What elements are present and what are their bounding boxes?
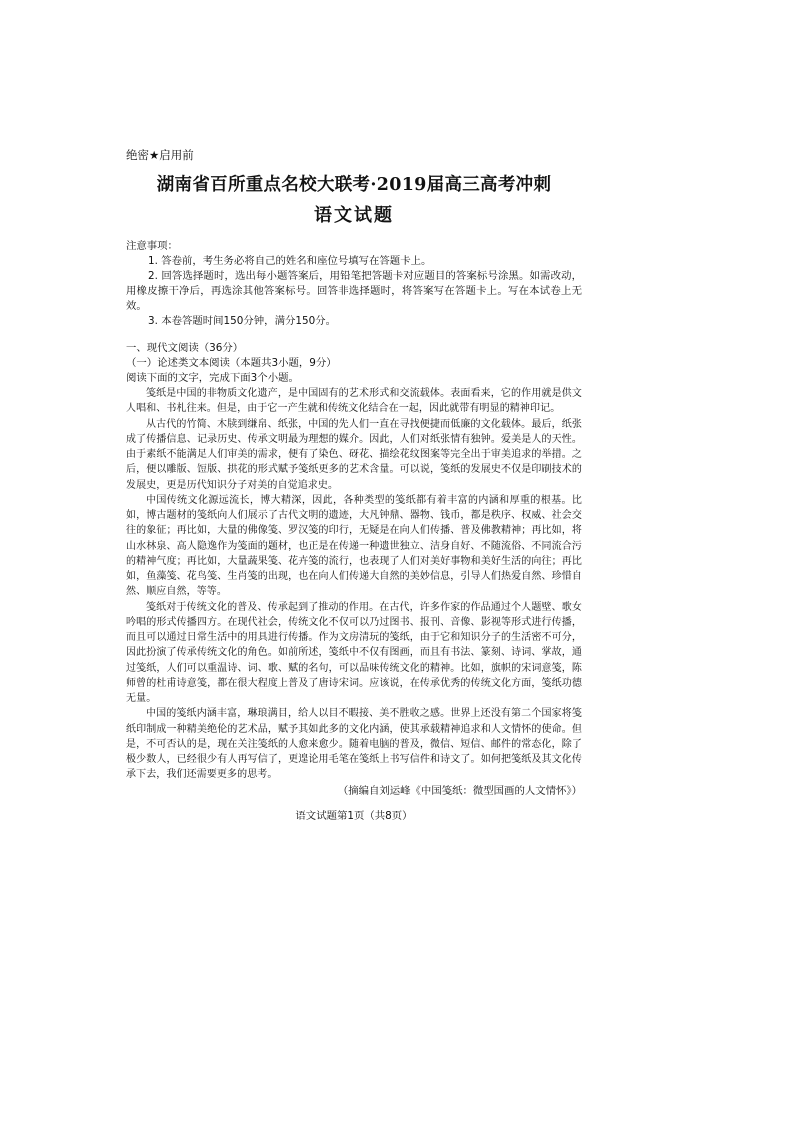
passage-paragraph-4: 笺纸对于传统文化的普及、传承起到了推动的作用。在古代，许多作家的作品通过个人题壁、歌女吟唱的形式传播四方。在现代社会，传统文化不仅可以乃过图书、报刊、音像、影视等形式进行传播，而且可以通过日常生活中的用具进行传播。作为文房清玩的笺纸，由于它和知识分子的生活密不可分，因此扮演了传承传统文化的角色。如前所述，笺纸中不仅有图画，而且有书法、篆刻、诗词、掌故，通过笺纸，人们可以重温诗、词、歌、赋的名句，可以品味传统文化的精神。比如，旗帜的宋词意笺，陈师曾的杜甫诗意笺，都在很大程度上普及了唐诗宋词。应该说，在传承优秀的传统文化方面，笺纸功德无量。	[126, 601, 582, 704]
section-instruction: 阅读下面的文字，完成下面3个小题。	[126, 372, 299, 384]
notice-heading: 注意事项：	[126, 240, 178, 252]
section-heading: 一、现代文阅读（36分）	[126, 342, 244, 354]
exam-title: 湖南省百所重点名校大联考·2019届高三高考冲刺	[156, 175, 552, 195]
exam-page	[126, 148, 582, 824]
page-footer: 语文试题第1页（共8页）	[295, 809, 413, 822]
section-subheading: （一）论述类文本阅读（本题共3小题，9分）	[126, 357, 337, 369]
notice-item-3: 3. 本卷答题时间150分钟，满分150分。	[148, 315, 336, 327]
section-header	[126, 341, 582, 386]
exam-subtitle: 语文试题	[314, 205, 394, 226]
passage-paragraph-5: 中国的笺纸内涵丰富，琳琅满目，给人以目不暇接、美不胜收之感。世界上还没有第二个国家将笺纸印制成一种精美绝伦的艺术品，赋予其如此多的文化内涵，使其承载精神追求和人文情怀的使命。但是，不可否认的是，现在关注笺纸的人愈来愈少。随着电脑的普及，微信、短信、邮件的常态化，除了极少数人，已经很少有人再写信了，更遑论用毛笔在笺纸上书写信件和诗文了。如何把笺纸及其文化传承下去，我们还需要更多的思考。	[126, 708, 582, 781]
reading-passage	[126, 386, 582, 783]
notice-item-1: 1. 答卷前，考生务必将自己的姓名和座位号填写在答题卡上。	[148, 255, 432, 267]
passage-paragraph-1: 笺纸是中国的非物质文化遗产，是中国固有的艺术形式和交流载体。表面看来，它的作用就是供文人唱和、书札往来。但是，由于它一产生就和传统文化结合在一起，因此就带有明显的精神印记。	[126, 388, 582, 415]
secret-mark: 绝密★启用前	[126, 148, 194, 162]
passage-paragraph-3: 中国传统文化源远流长，博大精深，因此，各种类型的笺纸都有着丰富的内涵和厚重的根基。比如，博古题材的笺纸向人们展示了古代文明的遗迹，大凡钟鼎、器物、钱币，都是秩序、权威、社会交往的象征；再比如，大量的佛像笺、罗汉笺的印行，无疑是在向人们传播、普及佛教精神；再比如，将山水林泉、高人隐逸作为笺面的题材，也正是在传递一种遗世独立、洁身自好、不随流俗、不同流合污的精神气度；再比如，大量蔬果笺、花卉笺的流行，也表现了人们对美好事物和美好生活的向往；再比如，鱼藻笺、花鸟笺、生肖笺的出现，也在向人们传递大自然的美妙信息，引导人们热爱自然、珍惜自然、顺应自然，等等。	[126, 494, 582, 598]
passage-source: （摘编自刘运峰《中国笺纸：微型国画的人文情怀》）	[337, 784, 582, 797]
passage-paragraph-2: 从古代的竹简、木牍到缣帛、纸张，中国的先人们一直在寻找便捷而低廉的文化载体。最后，纸张成了传播信息、记录历史、传承文明最为理想的媒介。因此，人们对纸张情有独钟。爱美是人的天性。由于素纸不能满足人们审美的需求，便有了染色、砑花、描绘花纹图案等完全出于审美追求的举措。之后，便以雕版、饾版、拱花的形式赋予笺纸更多的艺术含量。可以说，笺纸的发展史不仅是印刷技术的发展史，更是历代知识分子对美的自觉追求史。	[126, 418, 582, 491]
notice-block	[126, 239, 582, 329]
notice-item-2: 2. 回答选择题时，选出每小题答案后，用铅笔把答题卡对应题目的答案标号涂黑。如需改动，用橡皮擦干净后，再选涂其他答案标号。回答非选择题时，将答案写在答题卡上。写在本试卷上无效。	[126, 270, 582, 312]
